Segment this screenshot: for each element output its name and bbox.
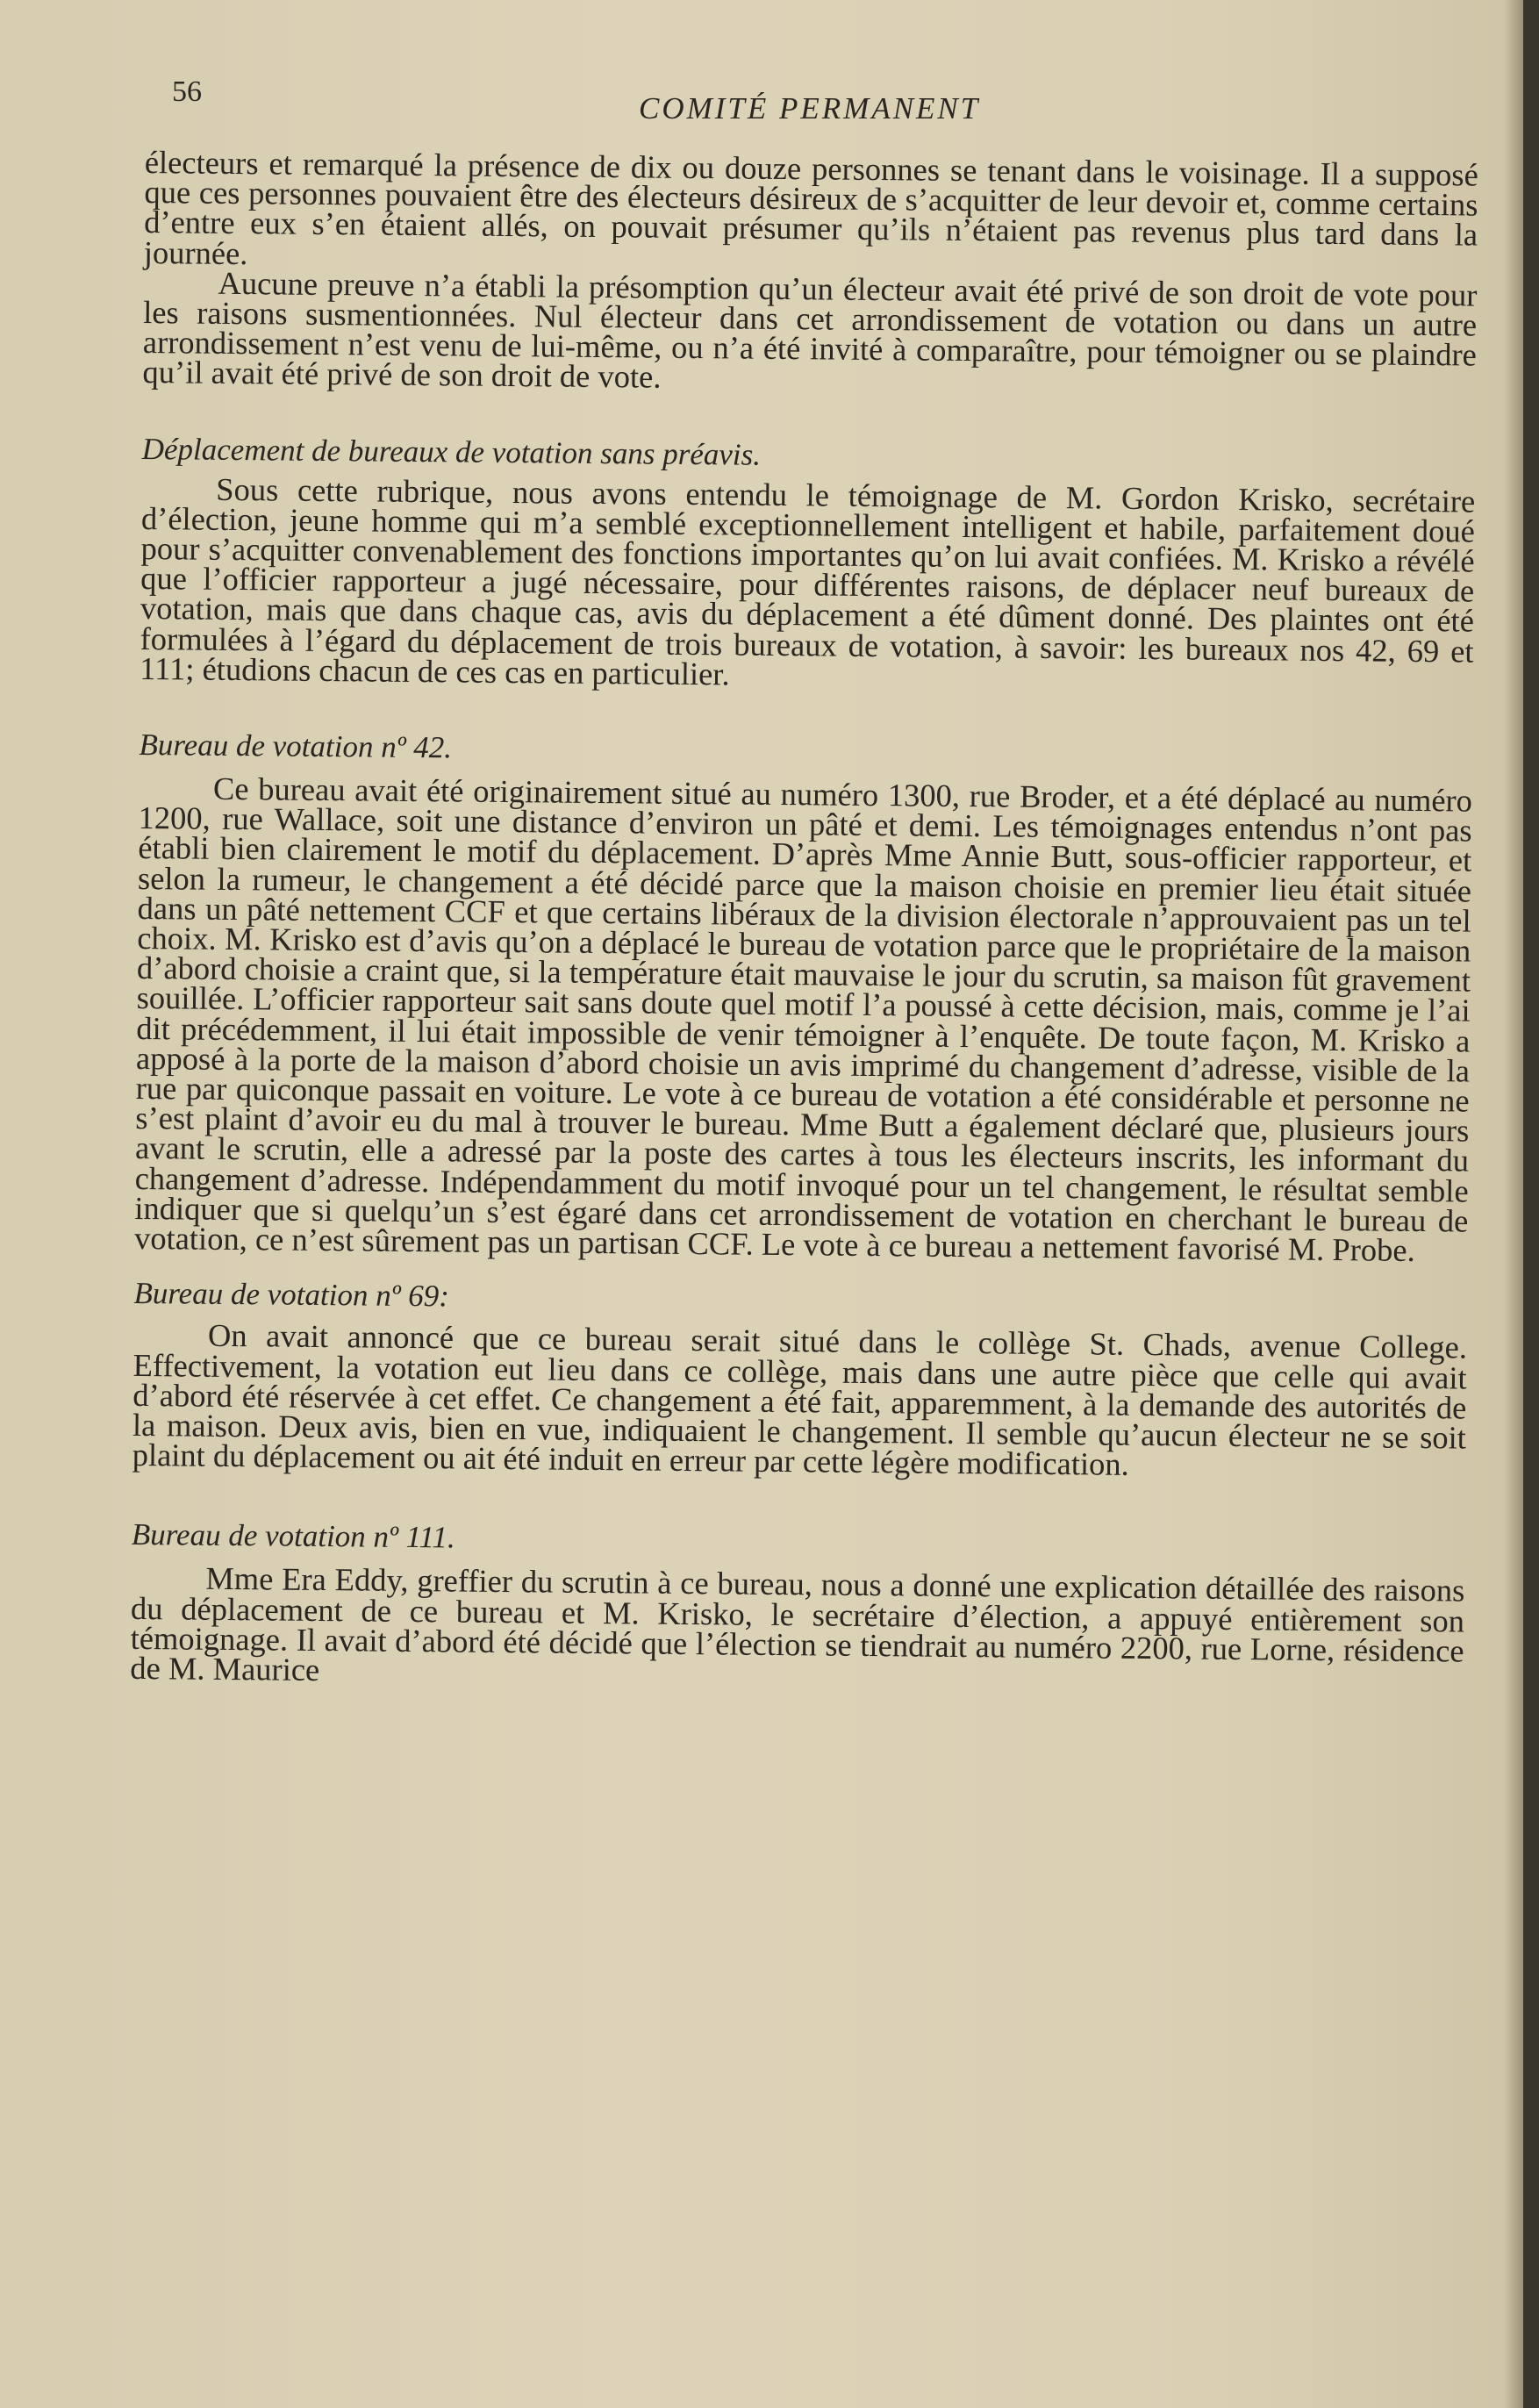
- running-head: COMITÉ PERMANENT: [639, 91, 981, 125]
- paragraph: Ce bureau avait été originairement situé au numéro 1300, rue Broder, et a été déplacé au numéro 1200, rue Wallace, soit une distance d’environ un pâté et demi. Les témoignages entendus n’ont pas établi bien clairement le motif du déplacement. D’après Mme Annie Butt, sous-officier rapporteur, et selon la rumeur, le changement a été décidé parce que la maison choisie en premier lieu était située dans un pâté nettement CCF et que certains libéraux de la division électorale n’approuvaient pas un tel choix. M. Krisko est d’avis qu’on a déplacé le bureau de votation parce que le propriétaire de la maison d’abord choisie a craint que, si la température était mauvaise le jour du scrutin, sa maison fût gravement souillée. L’officier rapporteur sait sans doute quel motif l’a poussé à cette décision, mais, comme je l’ai dit précédemment, il lui était impossible de venir témoigner à l’enquête. De toute façon, M. Krisko a apposé à la porte de la maison d’abord choisie un avis imprimé du changement d’adresse, visible de la rue par quiconque passait en voiture. Le vote à ce bureau de votation a été considérable et personne ne s’est plaint d’avoir eu du mal à trouver le bureau. Mme Butt a également déclaré que, plusieurs jours avant le scrutin, elle a adressé par la poste des cartes à tous les électeurs inscrits, les informant du changement d’adresse. Indépendamment du motif invoqué pour un tel changement, le résultat semble indiquer que si quelqu’un s’est égaré dans cet arrondissement de votation en cherchant le bureau de votation, ce n’est sûrement pas un partisan CCF. Le vote à ce bureau a nettement favorisé M. Probe.: [133, 770, 1473, 1269]
- binding-edge: [1523, 0, 1539, 2408]
- paragraph-continued: électeurs et remarqué la présence de dix ou douze personnes se tenant dans le voisinage. Il a supposé que ces personnes pouvaient être des électeurs désireux de s’acquitter de leur devoir et, comme certains d’entre eux s’en étaient allés, on pouvait présumer qu’ils n’étaient pas revenus plus tard dans la journée.: [143, 144, 1478, 271]
- paragraph: Aucune preuve n’a établi la présomption qu’un électeur avait été privé de son droit de vote pour les raisons susmentionnées. Nul électeur dans cet arrondissement de votation ou dans un autre arrondissement n’est venu de lui-même, ou n’a été invité à comparaître, pour témoigner ou se plaindre qu’il avait été privé de son droit de vote.: [142, 264, 1478, 396]
- paragraph: Mme Era Eddy, greffier du scrutin à ce bureau, nous a donné une explication détaillée des raisons du déplacement de ce bureau et M. Krisko, le secrétaire d’élection, a appuyé entièrement son témoignage. Il avait d’abord été décidé que l’élection se tiendrait au numéro 2200, rue Lorne, résidence de M. Maurice: [130, 1560, 1465, 1688]
- document-body: [130, 144, 1478, 1696]
- paragraph: On avait annoncé que ce bureau serait situé dans le collège St. Chads, avenue College. Effectivement, la votation eut lieu dans ce collège, mais dans une autre pièce que celle qui avait d’abord été réservée à cet effet. Ce changement a été fait, apparemment, à la demande des autorités de la maison. Deux avis, bien en vue, indiquaient le changement. Il semble qu’aucun électeur ne se soit plaint du déplacement ou ait été induit en erreur par cette légère modification.: [132, 1317, 1468, 1482]
- section-heading-bureau-111: Bureau de votation nº 111.: [131, 1517, 455, 1555]
- page-number: 56: [172, 75, 202, 108]
- section-heading-bureau-42: Bureau de votation nº 42.: [139, 727, 453, 765]
- paragraph: Sous cette rubrique, nous avons entendu le témoignage de M. Gordon Krisko, secrétaire d’élection, jeune homme qui m’a semblé exceptionnellement intelligent et habile, parfaitement doué pour s’acquitter convenablement des fonctions importantes qu’on lui avait confiées. M. Krisko a révélé que l’officier rapporteur a jugé nécessaire, pour différentes raisons, de déplacer neuf bureaux de votation, mais que dans chaque cas, avis du déplacement a été dûment donné. Des plaintes ont été formulées à l’égard du déplacement de trois bureaux de votation, à savoir: les bureaux nos 42, 69 et 111; étudions chacun de ces cas en particulier.: [140, 470, 1476, 692]
- section-heading-bureau-69: Bureau de votation nº 69:: [133, 1276, 450, 1314]
- section-heading-displacement: Déplacement de bureaux de votation sans préavis.: [141, 431, 762, 472]
